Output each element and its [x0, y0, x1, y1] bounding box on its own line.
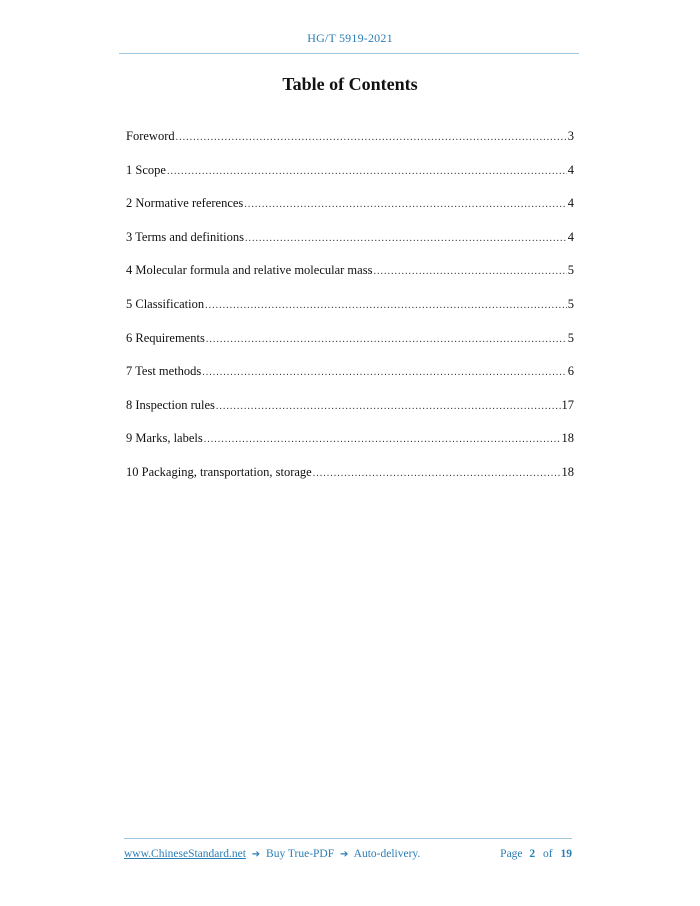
toc-dot-leader: [204, 431, 561, 449]
toc-entry-label: 1 Scope: [126, 162, 166, 177]
toc-entry-label: 9 Marks, labels: [126, 431, 203, 446]
footer-promo: [124, 848, 420, 860]
footer-divider: [124, 838, 572, 839]
toc-entry-classification[interactable]: [126, 295, 574, 329]
toc-entry-page: 17: [561, 397, 574, 412]
toc-entry-requirements[interactable]: [126, 329, 574, 363]
site-link[interactable]: www.ChineseStandard.net: [124, 848, 246, 860]
toc-entry-label: 6 Requirements: [126, 330, 205, 345]
toc-entry-inspection-rules[interactable]: [126, 396, 574, 430]
toc-dot-leader: [244, 196, 566, 214]
toc-entry-page: 18: [561, 464, 574, 479]
toc-dot-leader: [245, 230, 567, 248]
toc-dot-leader: [167, 163, 567, 181]
toc-entry-label: 5 Classification: [126, 296, 205, 311]
toc-entry-label: 7 Test methods: [126, 364, 202, 379]
toc-dot-leader: [373, 263, 566, 281]
toc-entry-label: Foreword: [126, 129, 175, 143]
header-divider: [119, 53, 579, 54]
standard-code-header: HG/T 5919-2021: [307, 31, 393, 45]
toc-entry-label: 2 Normative references: [126, 196, 244, 211]
toc-entry-terms-definitions[interactable]: [126, 228, 574, 262]
total-pages-number: 19: [560, 848, 572, 860]
page-word: Page: [500, 848, 523, 860]
toc-dot-leader: [216, 398, 561, 416]
toc-entry-label: 3 Terms and definitions: [126, 229, 244, 244]
toc-entry-foreword[interactable]: [126, 127, 574, 161]
of-word: of: [543, 848, 553, 860]
toc-dot-leader: [202, 364, 566, 382]
toc-entry-scope[interactable]: [126, 161, 574, 195]
toc-entry-page: 6: [567, 364, 574, 379]
toc-entry-page: 4: [567, 196, 574, 211]
buy-true-pdf-text: Buy True-PDF: [266, 848, 335, 860]
toc-entry-normative-references[interactable]: [126, 194, 574, 228]
toc-entry-label: 10 Packaging, transportation, storage: [126, 464, 312, 479]
toc-entry-page: 5: [567, 296, 574, 311]
toc-entry-molecular-formula[interactable]: [126, 261, 574, 295]
toc-entry-page: 3: [567, 129, 574, 143]
page-footer: [124, 848, 572, 860]
auto-delivery-text: Auto-delivery.: [353, 848, 421, 860]
toc-entry-packaging[interactable]: [126, 463, 574, 497]
toc-dot-leader: [205, 297, 567, 315]
toc-entry-page: 5: [567, 263, 574, 278]
toc-title: Table of Contents: [282, 74, 418, 94]
toc-dot-leader: [313, 465, 561, 483]
toc-entry-test-methods[interactable]: [126, 362, 574, 396]
toc-entry-label: 8 Inspection rules: [126, 397, 215, 412]
toc-list: [126, 127, 574, 497]
current-page-number: 2: [529, 848, 536, 860]
page-indicator: [500, 848, 572, 860]
toc-dot-leader: [206, 331, 567, 349]
toc-entry-page: 18: [561, 431, 574, 446]
toc-entry-label: 4 Molecular formula and relative molecular mass: [126, 263, 373, 278]
toc-entry-page: 5: [567, 330, 574, 345]
right-arrow-icon: ➔: [340, 849, 349, 860]
toc-entry-page: 4: [567, 229, 574, 244]
right-arrow-icon: ➔: [251, 849, 261, 860]
toc-entry-marks-labels[interactable]: [126, 429, 574, 463]
toc-entry-page: 4: [567, 162, 574, 177]
toc-dot-leader: [176, 129, 567, 147]
